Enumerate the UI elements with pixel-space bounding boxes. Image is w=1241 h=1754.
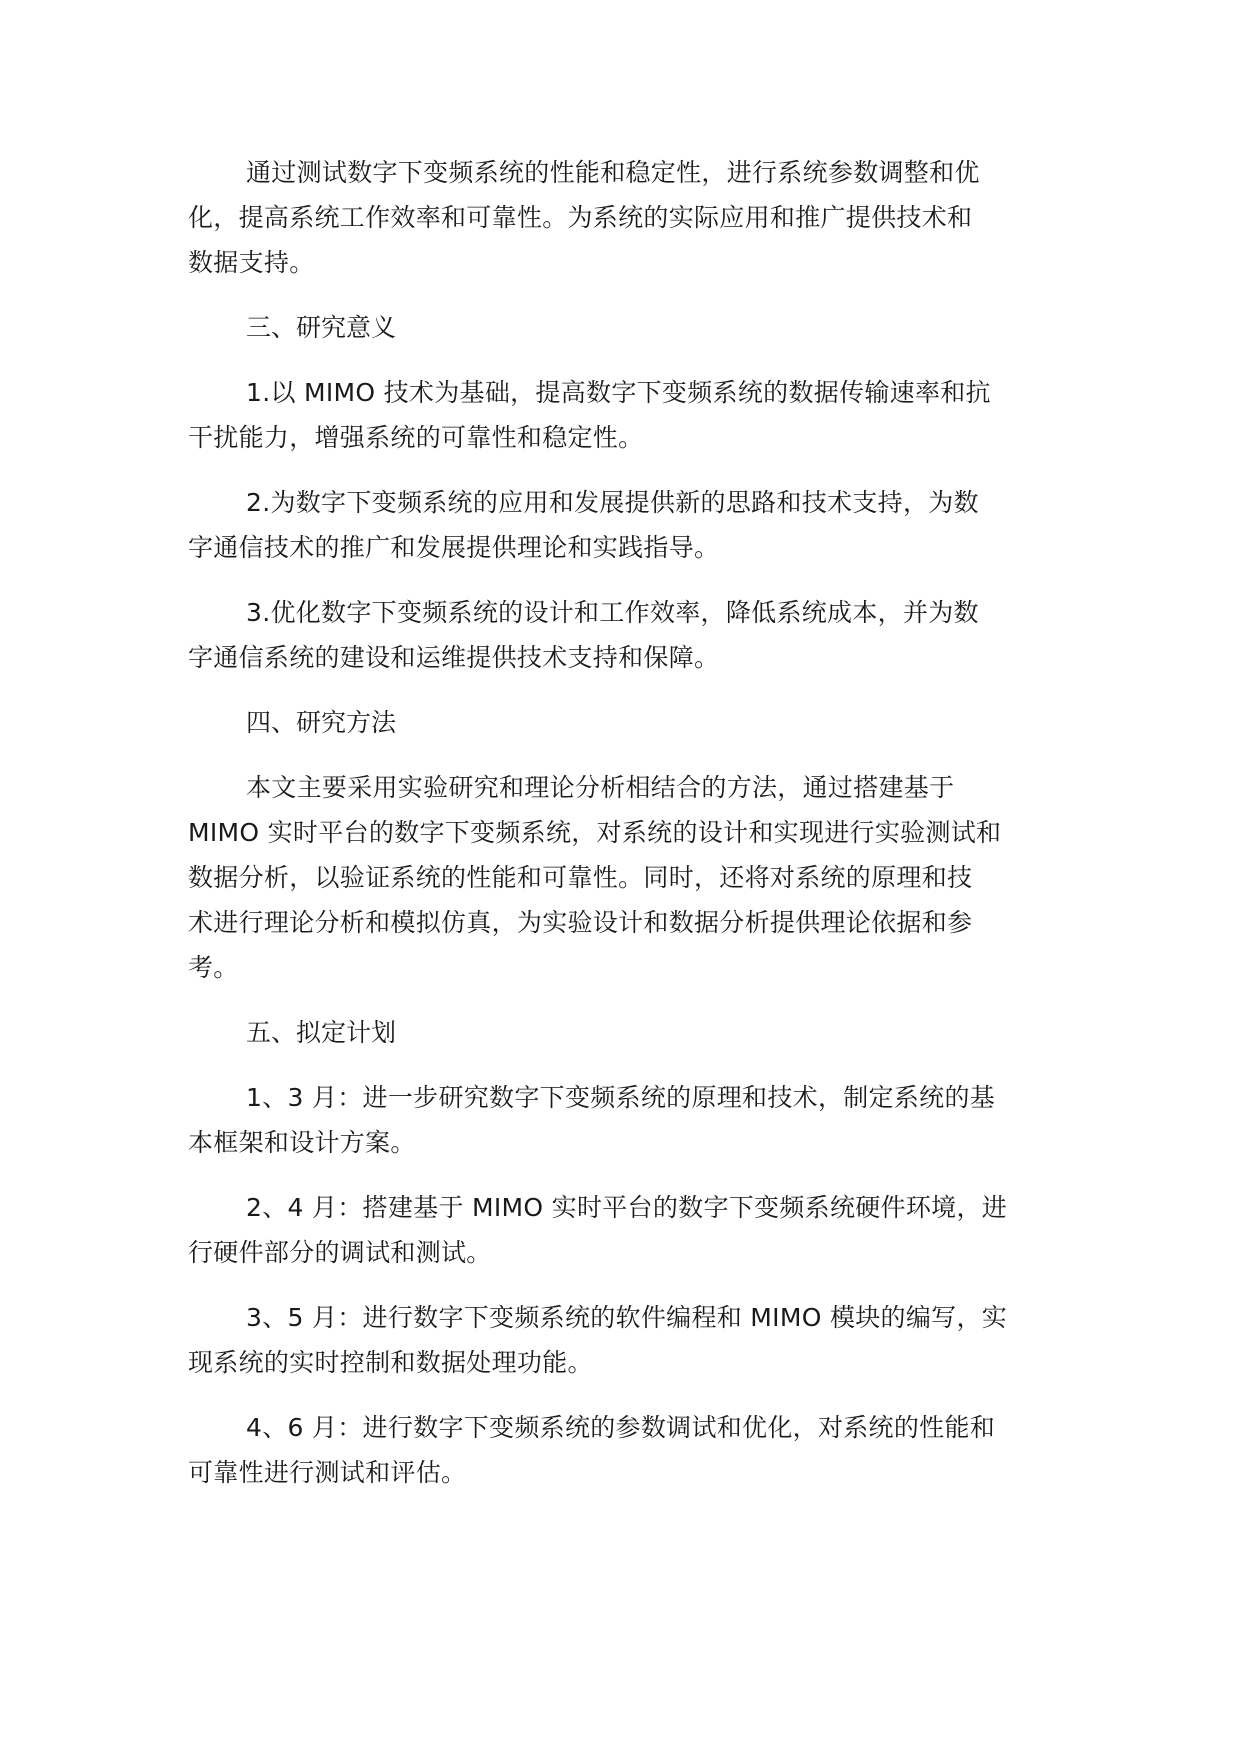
significance-item-2: 2.为数字下变频系统的应用和发展提供新的思路和技术支持，为数 字通信技术的推广和发展提供理论和实践指导。: [188, 488, 979, 562]
plan-item-1: 1、3 月：进一步研究数字下变频系统的原理和技术，制定系统的基 本框架和设计方案。: [188, 1083, 996, 1157]
plan-item-4: 4、6 月：进行数字下变频系统的参数调试和优化，对系统的性能和 可靠性进行测试和评估。: [188, 1413, 996, 1487]
paragraph-method: 本文主要采用实验研究和理论分析相结合的方法，通过搭建基于 MIMO 实时平台的数字下变频系统，对系统的设计和实现进行实验测试和 数据分析，以验证系统的性能和可靠性。同时，还将对系统的原理和技 术进行理论分析和模拟仿真，为实验设计和数据分析提供理论依据和参 考。: [188, 773, 1002, 982]
document-body: [188, 150, 1058, 1515]
significance-item-3: 3.优化数字下变频系统的设计和工作效率，降低系统成本，并为数 字通信系统的建设和运维提供技术支持和保障。: [188, 598, 979, 672]
plan-item-2: 2、4 月：搭建基于 MIMO 实时平台的数字下变频系统硬件环境，进 行硬件部分的调试和测试。: [188, 1193, 1008, 1267]
heading-research-method: 四、研究方法: [246, 708, 397, 737]
heading-research-significance: 三、研究意义: [246, 313, 397, 342]
significance-item-1: 1.以 MIMO 技术为基础，提高数字下变频系统的数据传输速率和抗 干扰能力，增强系统的可靠性和稳定性。: [188, 378, 991, 452]
paragraph-objective: 通过测试数字下变频系统的性能和稳定性，进行系统参数调整和优 化，提高系统工作效率和可靠性。为系统的实际应用和推广提供技术和 数据支持。: [188, 158, 980, 277]
heading-plan: 五、拟定计划: [246, 1018, 397, 1047]
plan-item-3: 3、5 月：进行数字下变频系统的软件编程和 MIMO 模块的编写，实 现系统的实时控制和数据处理功能。: [188, 1303, 1008, 1377]
